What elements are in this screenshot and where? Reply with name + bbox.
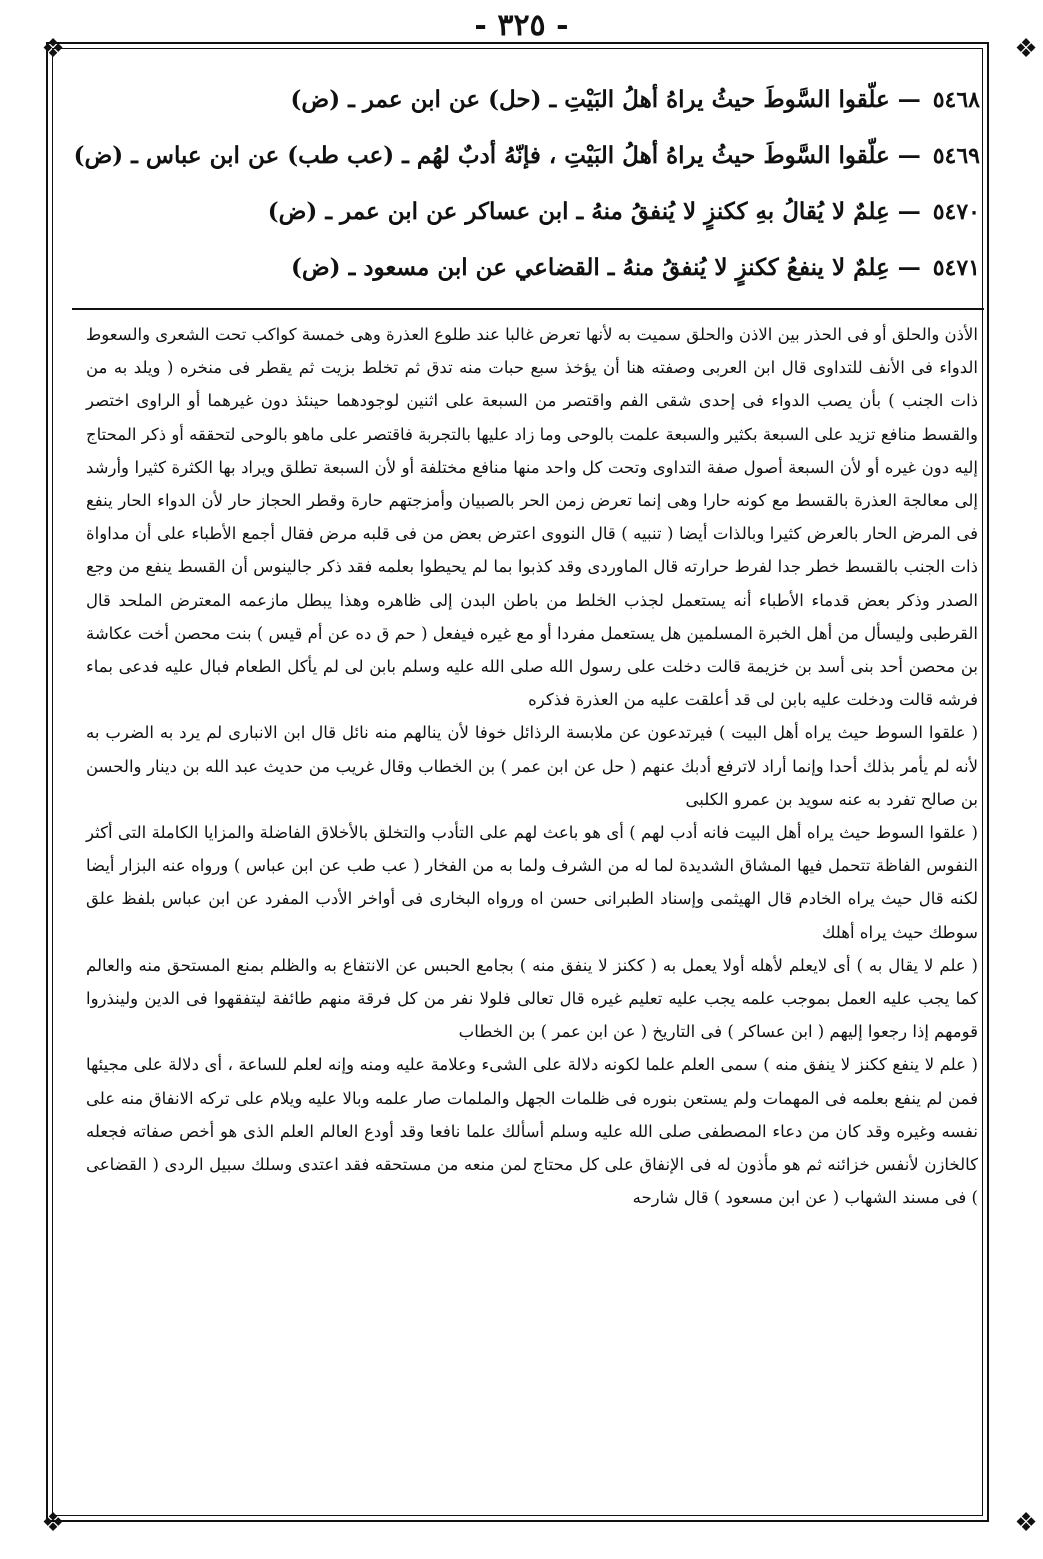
commentary-paragraph: ( علقوا السوط حيث يراه أهل البيت ) فيرتدعون عن ملابسة الرذائل خوفا لأن ينالهم منه نائل قال ابن الانبارى لم يرد به الضرب به لأنه لم يأمر بذلك أحدا وإنما أراد لاترفع أدبك عنهم ( حل عن ابن عمر ) بن الخطاب وقال غريب من حديث عبد الله بن دينار والحسن بن صالح تفرد به عنه سويد بن عمرو الكلبى xyxy=(86,723,978,809)
hadith-number: ٥٤٧٠ xyxy=(932,199,980,225)
hadith-entry xyxy=(80,72,980,128)
hadith-entry xyxy=(80,184,980,240)
hadith-list xyxy=(73,72,980,296)
hadith-text: — عِلمٌ لا يُقالُ بهِ ككنزٍ لا يُنفقُ منهُ ـ ابن عساكر عن ابن عمر ـ (ض) xyxy=(267,198,921,225)
hadith-entry xyxy=(80,240,980,296)
page-number: - ٣٢٥ - xyxy=(474,8,569,43)
commentary-paragraph: ( علم لا ينفع ككنز لا ينفق منه ) سمى العلم علما لكونه دلالة على الشىء وعلامة عليه ومنه وإنه لعلم للساعة ، أى دلالة على مجيئها فمن لم ينفع بعلمه فى المهمات ولم يستعن بنوره فى ظلمات الجهل والملمات صار علمه وبالا عليه ويلام على تركه الانفاق منه على نفسه وغيره وقد كان من دعاء المصطفى صلى الله عليه وسلم أسألك علما نافعا وقد أودع العالم العلم الذى هو أخص صفاته فجعله كالخازن لأنفس خزائنه ثم هو مأذون له فى الإنفاق على كل محتاج لمن منعه من مستحقه فقد اعتدى وسلك سبيل الردى ( القضاعى ) فى مسند الشهاب ( عن ابن مسعود ) قال شارحه xyxy=(86,1055,978,1208)
ornament-icon: ❖ xyxy=(1014,34,1038,64)
commentary-paragraph: الأذن والحلق أو فى الحذر بين الاذن والحلق سميت به لأنها تعرض غالبا عند طلوع العذرة وهى خمسة كواكب تحت الشعرى والسعوط الدواء فى الأنف للتداوى قال ابن العربى وصفته هنا أن يؤخذ سبع حبات منه تدق ثم تخلط بزيت ثم يقطر فى منخره ( ويلد به من ذات الجنب ) بأن يصب الدواء فى إحدى شقى الفم واقتصر من السبعة على اثنين لوجودهما حينئذ دون غيرهما أو الراوى اختصر والقسط منافع تزيد على السبعة بكثير والسبعة علمت بالوحى وما زاد عليها بالتجربة فاقتصر على ماهو بالوحى لتحققه أو ذكر المحتاج إليه دون غيره أو لأن السبعة أصول صفة التداوى وتحت كل واحد منها منافع مختلفة أو لأن السبعة تطلق ويراد بها الكثرة كثيرا وأرشد إلى معالجة العذرة بالقسط مع كونه حارا وهى إنما تعرض زمن الحر بالصبيان وأمزجتهم حارة وقطر الحجاز حار لأن الدواء الحار ينفع فى المرض الحار بالعرض كثيرا وبالذات أيضا ( تنبيه ) قال النووى اعترض بعض من فى قلبه مرض فقال أجمع الأطباء على أن مداواة ذات الجنب بالقسط خطر جدا لفرط حرارته قال الماوردى وقد كذبوا بما لم يحيطوا بعلمه فقد ذكر جالينوس أن القسط ينفع من وجع الصدر وذكر بعض قدماء الأطباء أنه يستعمل لجذب الخلط من باطن البدن إلى ظاهره وهذا يبطل مازعمه المعترض الملحد قال القرطبى وليسأل من أهل الخبرة المسلمين هل يستعمل مفردا أو مع غيره فيفعل ( حم ق ده عن أم قيس ) بنت محصن أخت عكاشة بن محصن أحد بنى أسد بن خزيمة قالت دخلت على رسول الله صلى الله عليه وسلم بابن لى لم يأكل الطعام فبال عليه فدعى بماء فرشه قالت ودخلت عليه بابن لى قد أعلقت عليه من العذرة فذكره xyxy=(86,325,978,710)
commentary-section xyxy=(86,318,978,1214)
hadith-number: ٥٤٦٨ xyxy=(932,87,980,113)
hadith-number: ٥٤٦٩ xyxy=(932,143,980,169)
section-divider xyxy=(72,308,984,310)
hadith-text: — علّقوا السَّوطَ حيثُ يراهُ أهلُ البَيْتِ ـ (حل) عن ابن عمر ـ (ض) xyxy=(290,86,921,113)
commentary-paragraph: ( علقوا السوط حيث يراه أهل البيت فانه أدب لهم ) أى هو باعث لهم على التأدب والتخلق بالأخلاق الفاضلة والمزايا الكاملة التى أكثر النفوس الفاظة تتحمل فيها المشاق الشديدة لما له من الشرف ولما به من الفخار ( عب طب عن ابن عباس ) ورواه عنه البزار أيضا لكنه قال حيث يراه الخادم قال الهيثمى وإسناد الطبرانى حسن اه ورواه البخارى فى أواخر الأدب المفرد عن ابن عباس بلفظ علق سوطك حيث يراه أهلك xyxy=(86,823,978,942)
ornament-icon: ❖ xyxy=(1014,1508,1038,1538)
ornament-icon: ❖ xyxy=(41,34,65,64)
ornament-icon: ❖ xyxy=(41,1508,65,1538)
hadith-text: — علّقوا السَّوطَ حيثُ يراهُ أهلُ البَيْتِ ، فإنّهُ أدبٌ لهُم ـ (عب طب) عن ابن عباس ـ (ض) xyxy=(73,142,921,169)
commentary-paragraph: ( علم لا يقال به ) أى لايعلم لأهله أولا يعمل به ( ككنز لا ينفق منه ) بجامع الحبس عن الانتفاع به والظلم بمنع المستحق منه والعالم كما يجب عليه العمل بموجب علمه يجب عليه تعليم غيره قال تعالى فلولا نفر من كل فرقة منهم طائفة ليتفقهوا فى الدين ولينذروا قومهم إذا رجعوا إليهم ( ابن عساكر ) فى التاريخ ( عن ابن عمر ) بن الخطاب xyxy=(86,955,978,1042)
hadith-entry xyxy=(73,128,980,184)
hadith-text: — عِلمٌ لا ينفعُ ككنزٍ لا يُنفقُ منهُ ـ القضاعي عن ابن مسعود ـ (ض) xyxy=(290,254,921,281)
hadith-number: ٥٤٧١ xyxy=(932,255,980,281)
